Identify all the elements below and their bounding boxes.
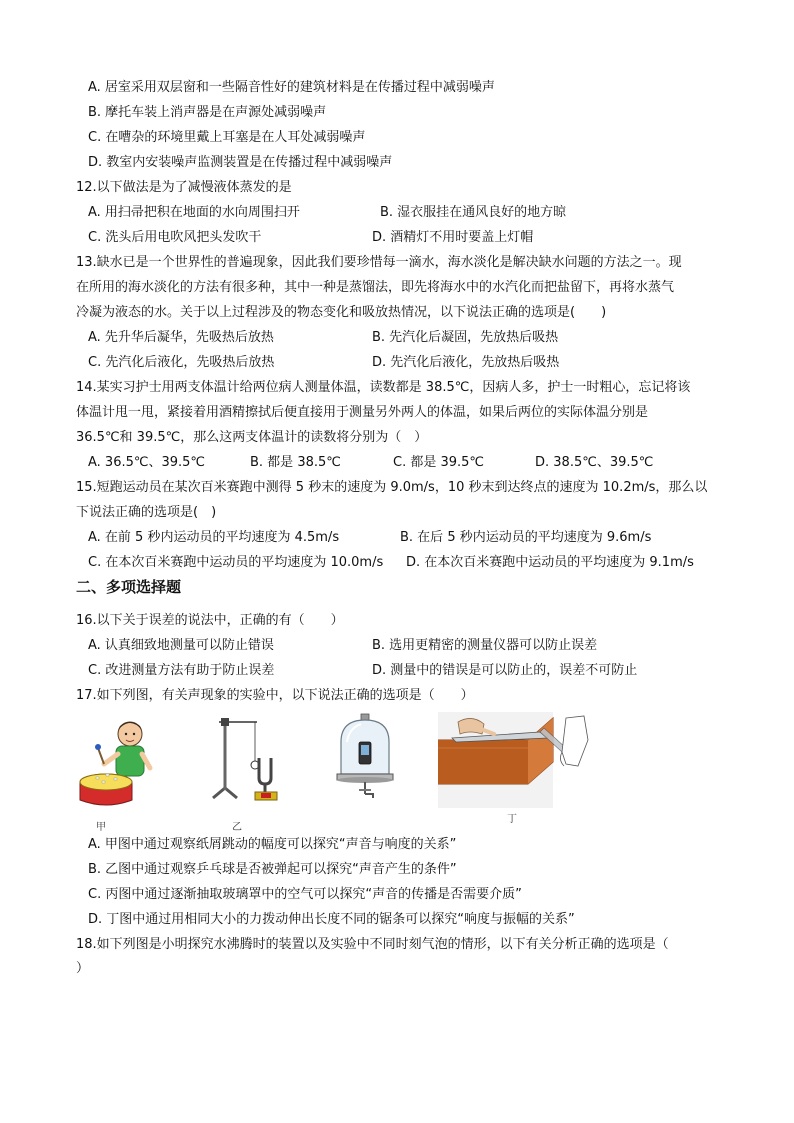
q12-option-d: D. 酒精灯不用时要盖上灯帽 (372, 230, 534, 245)
section-heading: 二、多项选择题 (76, 578, 182, 596)
q13-option-d: D. 先汽化后液化，先放热后吸热 (372, 355, 560, 370)
q13-stem-line3: 冷凝为液态的水。关于以上过程涉及的物态变化和吸放热情况，以下说法正确的选项是( ) (76, 305, 607, 320)
q17-option-b: B. 乙图中通过观察乒乓球是否被弹起可以探究“声音产生的条件” (88, 862, 457, 877)
figure-bell-jar-experiment (333, 712, 397, 804)
q14-stem-line1: 14.某实习护士用两支体温计给两位病人测量体温，读数都是 38.5℃，因病人多，护士一时粗心，忘记将该 (76, 380, 691, 395)
q14-option-b: B. 都是 38.5℃ (250, 455, 341, 470)
q15-option-b: B. 在后 5 秒内运动员的平均速度为 9.6m/s (400, 530, 652, 545)
q17-option-a: A. 甲图中通过观察纸屑跳动的幅度可以探究“声音与响度的关系” (88, 837, 457, 852)
q13-option-c: C. 先汽化后液化，先吸热后放热 (88, 355, 275, 370)
q14-option-d: D. 38.5℃、39.5℃ (535, 455, 654, 470)
q15-stem-line1: 15.短跑运动员在某次百米赛跑中测得 5 秒末的速度为 9.0m/s，10 秒末到达终点的速度为 10.2m/s，那么以 (76, 480, 708, 495)
q16-option-b: B. 选用更精密的测量仪器可以防止误差 (372, 638, 598, 653)
q13-stem-line1: 13.缺水已是一个世界性的普遍现象，因此我们要珍惜每一滴水，海水淡化是解决缺水问题的方法之一。现 (76, 255, 682, 270)
q14-stem-line2: 体温计甩一甩，紧接着用酒精擦拭后便直接用于测量另外两人的体温，如果后两位的实际体温分别是 (76, 405, 649, 420)
q15-option-a: A. 在前 5 秒内运动员的平均速度为 4.5m/s (88, 530, 340, 545)
q12-option-b: B. 湿衣服挂在通风良好的地方晾 (380, 205, 567, 220)
q17-stem: 17.如下列图，有关声现象的实验中，以下说法正确的选项是（ ） (76, 688, 474, 703)
q15-stem-line2: 下说法正确的选项是( ) (76, 505, 217, 520)
q14-option-c: C. 都是 39.5℃ (393, 455, 485, 470)
figure-caption-yi: 乙 (232, 822, 242, 833)
figure-drum-experiment (78, 714, 158, 812)
q14-stem-line3: 36.5℃和 39.5℃，那么这两支体温计的读数将分别为（ ） (76, 430, 428, 445)
q15-option-c: C. 在本次百米赛跑中运动员的平均速度为 10.0m/s (88, 555, 384, 570)
q12-option-a: A. 用扫帚把积在地面的水向周围扫开 (88, 205, 300, 220)
q11-option-c: C. 在嘈杂的环境里戴上耳塞是在人耳处减弱噪声 (88, 130, 366, 145)
q11-option-b: B. 摩托车装上消声器是在声源处减弱噪声 (88, 105, 327, 120)
q14-option-a: A. 36.5℃、39.5℃ (88, 455, 206, 470)
q16-option-d: D. 测量中的错误是可以防止的，误差不可防止 (372, 663, 638, 678)
q13-option-b: B. 先汽化后凝固，先放热后吸热 (372, 330, 559, 345)
q13-option-a: A. 先升华后凝华，先吸热后放热 (88, 330, 274, 345)
q15-option-d: D. 在本次百米赛跑中运动员的平均速度为 9.1m/s (406, 555, 694, 570)
q12-stem: 12.以下做法是为了减慢液体蒸发的是 (76, 180, 292, 195)
figure-tuning-fork-experiment (205, 712, 283, 804)
q13-stem-line2: 在所用的海水淡化的方法有很多种，其中一种是蒸馏法，即先将海水中的水汽化而把盐留下，再将水蒸气 (76, 280, 675, 295)
q11-option-d: D. 教室内安装噪声监测装置是在传播过程中减弱噪声 (88, 155, 393, 170)
q17-option-c: C. 丙图中通过逐渐抽取玻璃罩中的空气可以探究“声音的传播是否需要介质” (88, 887, 522, 902)
figure-caption-jia: 甲 (96, 822, 106, 833)
q16-option-c: C. 改进测量方法有助于防止误差 (88, 663, 275, 678)
figure-caption-ding: 丁 (507, 814, 517, 825)
q12-option-c: C. 洗头后用电吹风把头发吹干 (88, 230, 262, 245)
q11-option-a: A. 居室采用双层窗和一些隔音性好的建筑材料是在传播过程中减弱噪声 (88, 80, 495, 95)
q16-stem: 16.以下关于误差的说法中，正确的有（ ） (76, 613, 344, 628)
figure-saw-blade-experiment (438, 712, 590, 808)
q17-option-d: D. 丁图中通过用相同大小的力拨动伸出长度不同的锯条可以探究“响度与振幅的关系” (88, 912, 575, 927)
q18-stem-line1: 18.如下列图是小明探究水沸腾时的装置以及实验中不同时刻气泡的情形，以下有关分析正确的选项是（ (76, 937, 669, 952)
q18-stem-line2: ） (76, 961, 90, 976)
q16-option-a: A. 认真细致地测量可以防止错误 (88, 638, 274, 653)
